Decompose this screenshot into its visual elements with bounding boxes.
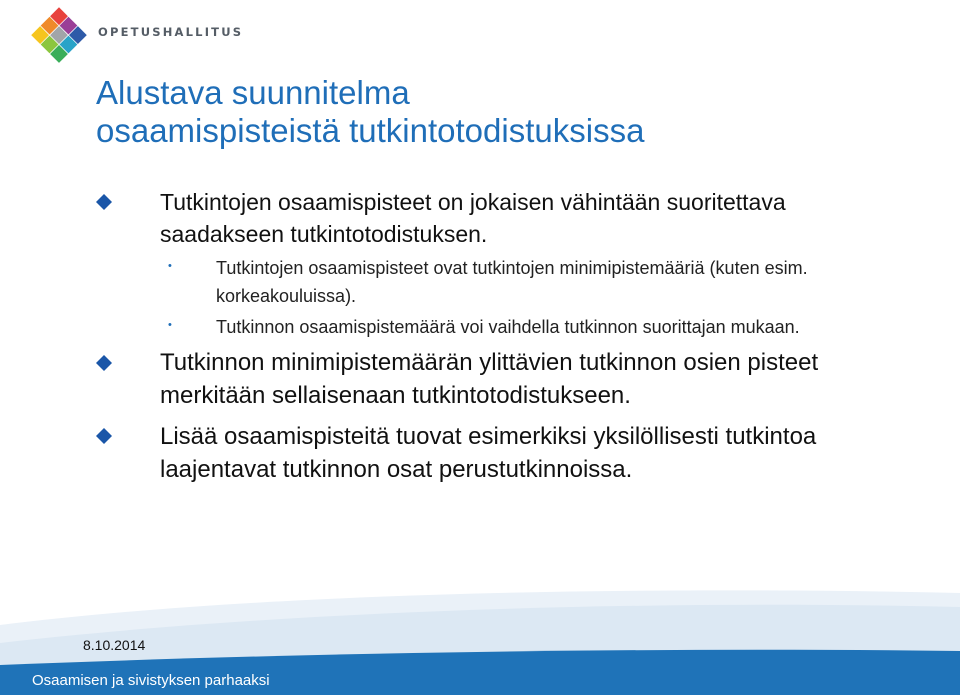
brand-name: OPETUSHALLITUS — [98, 25, 244, 39]
diamond-bullet-icon — [96, 194, 112, 210]
bullet-item-2 — [96, 346, 916, 412]
bullet-text-1: Tutkintojen osaamispisteet on jokaisen vähintään suoritettava saadakseen tutkintotodistuksen. — [160, 189, 786, 247]
bullet-item-1 — [96, 186, 916, 250]
sub-bullet-item-2 — [96, 313, 916, 341]
bullet-item-3 — [96, 420, 916, 486]
diamond-bullet-icon — [96, 428, 112, 444]
slide-title — [96, 74, 644, 150]
slide-date: 8.10.2014 — [83, 637, 146, 653]
dot-bullet-icon: • — [168, 319, 172, 331]
diamond-bullet-icon — [96, 355, 112, 371]
bullet-text-3: Lisää osaamispisteitä tuovat esimerkiksi yksilöllisesti tutkintoa laajentavat tutkinnon osat perustutkinnoissa. — [160, 423, 817, 483]
slide-title-line-1: Alustava suunnitelma — [96, 74, 410, 111]
sub-bullet-text-1: Tutkintojen osaamispisteet ovat tutkintojen minimipistemääriä (kuten esim. korkeakouluissa). — [216, 258, 808, 306]
slide-title-line-2: osaamispisteistä tutkintotodistuksissa — [96, 112, 645, 149]
sub-bullet-item-1 — [96, 254, 916, 310]
slide-content — [96, 186, 916, 486]
dot-bullet-icon: • — [168, 260, 172, 272]
opetushallitus-logo-icon — [31, 7, 87, 63]
footer-tagline: Osaamisen ja sivistyksen parhaaksi — [32, 672, 270, 689]
bullet-text-2: Tutkinnon minimipistemäärän ylittävien tutkinnon osien pisteet merkitään sellaisenaan tutkintotodistukseen. — [160, 349, 819, 409]
sub-bullet-text-2: Tutkinnon osaamispistemäärä voi vaihdella tutkinnon suorittajan mukaan. — [216, 317, 800, 337]
